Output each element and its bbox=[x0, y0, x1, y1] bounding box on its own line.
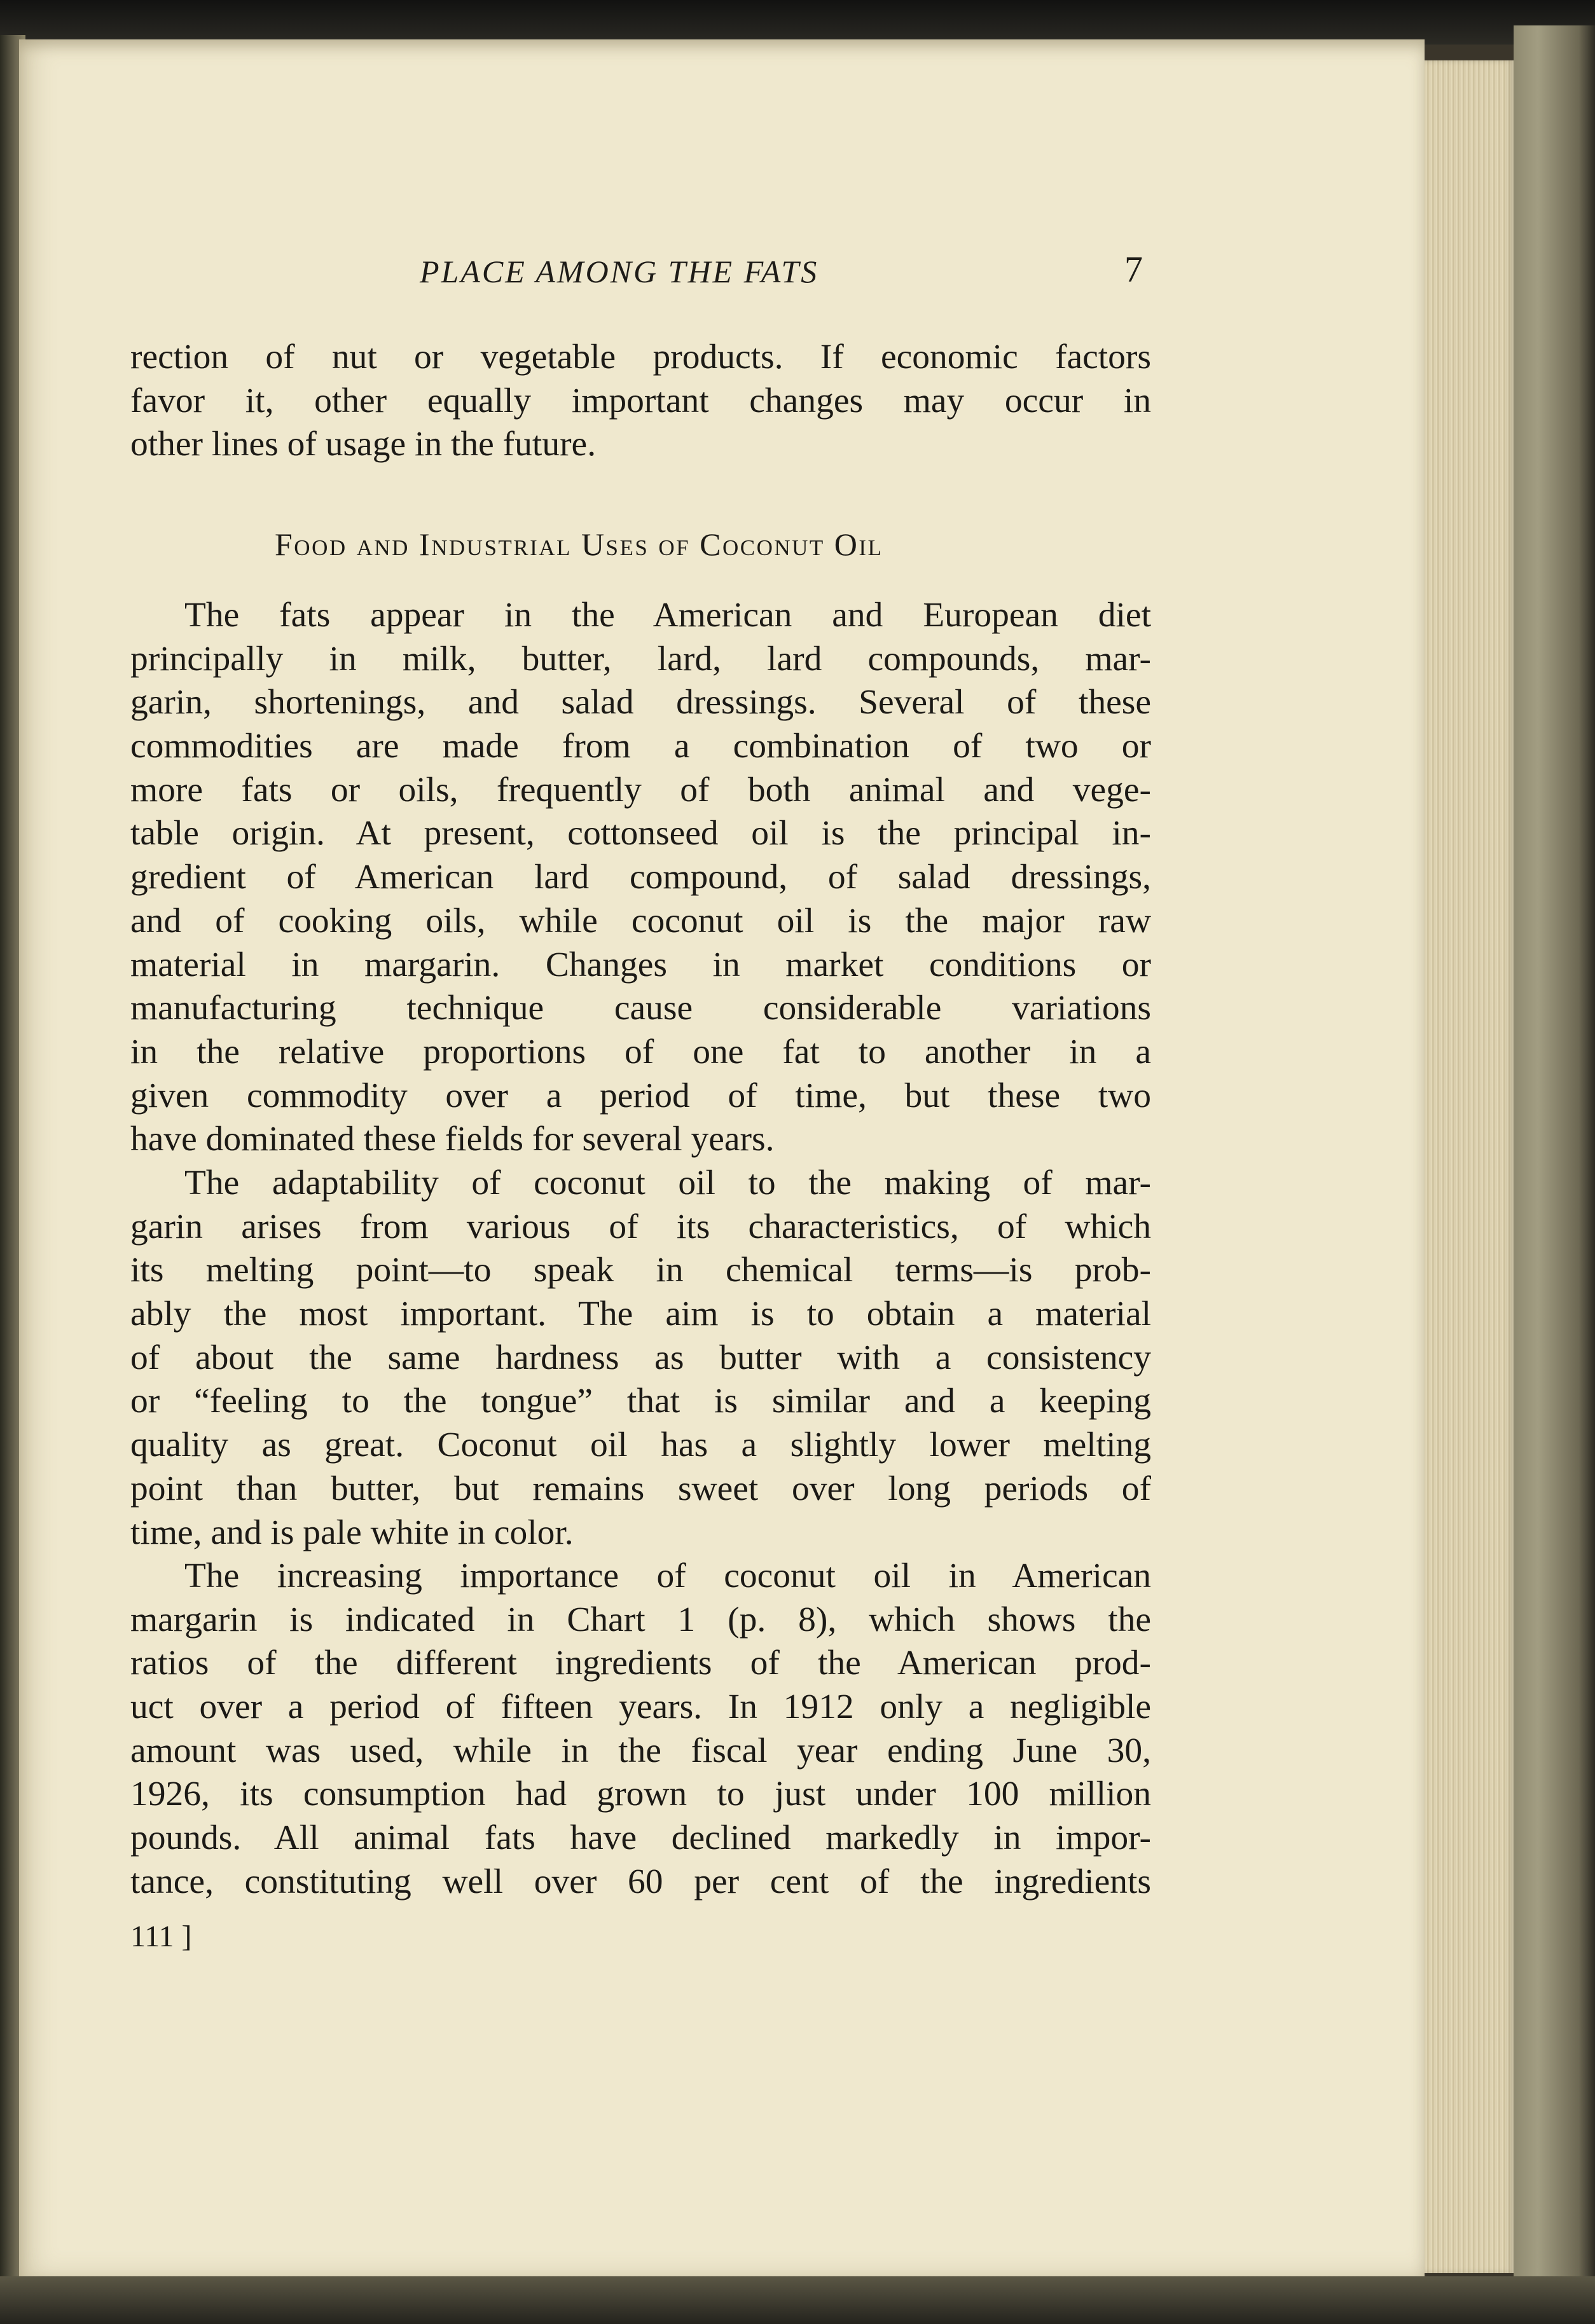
text-line: favor it, other equally important changes may occur in bbox=[130, 381, 1151, 420]
text-line: margarin is indicated in Chart 1 (p. 8), which shows the bbox=[130, 1600, 1151, 1639]
text-line: The increasing importance of coconut oil in American bbox=[184, 1557, 1151, 1595]
page-number: 7 bbox=[1124, 249, 1143, 290]
top-page-edge bbox=[0, 0, 1595, 45]
text-line: table origin. At present, cottonseed oil is the principal in- bbox=[130, 814, 1151, 853]
text-line: of about the same hardness as butter with a consistency bbox=[130, 1338, 1151, 1377]
text-line: The fats appear in the American and European diet bbox=[184, 596, 1151, 635]
text-line: amount was used, while in the fiscal year ending June 30, bbox=[130, 1731, 1151, 1770]
paragraph-3 bbox=[130, 1162, 1151, 1555]
text-line: more fats or oils, frequently of both animal and vege- bbox=[130, 770, 1151, 809]
signature-mark: 111 ] bbox=[130, 1920, 192, 1953]
bottom-page-edge bbox=[0, 2276, 1595, 2324]
text-line: given commodity over a period of time, but these two bbox=[130, 1076, 1151, 1115]
text-line: ratios of the different ingredients of the American prod- bbox=[130, 1644, 1151, 1683]
text-line: The adaptability of coconut oil to the making of mar- bbox=[184, 1164, 1151, 1202]
text-line: time, and is pale white in color. bbox=[130, 1513, 574, 1552]
paragraph-4 bbox=[130, 1555, 1151, 1904]
running-head: PLACE AMONG THE FATS bbox=[420, 254, 819, 289]
text-line: material in margarin. Changes in market conditions or bbox=[130, 945, 1151, 984]
text-line: uct over a period of fifteen years. In 1912 only a negligible bbox=[130, 1688, 1151, 1727]
text-line: rection of nut or vegetable products. If economic factors bbox=[130, 338, 1151, 376]
text-line: garin, shortenings, and salad dressings. Several of these bbox=[130, 683, 1151, 722]
text-line: gredient of American lard compound, of salad dressings, bbox=[130, 858, 1151, 897]
text-line: manufacturing technique cause considerable variations bbox=[130, 989, 1151, 1028]
text-line: principally in milk, butter, lard, lard compounds, mar- bbox=[130, 639, 1151, 678]
page-stack-edge bbox=[1425, 60, 1514, 2273]
text-line: tance, constituting well over 60 per cent of the ingredients bbox=[130, 1862, 1151, 1901]
section-heading: Food and Industrial Uses of Coconut Oil bbox=[275, 526, 883, 562]
text-line: in the relative proportions of one fat to another in a bbox=[130, 1032, 1151, 1071]
text-line: garin arises from various of its characteristics, of which bbox=[130, 1207, 1151, 1246]
text-line: and of cooking oils, while coconut oil is the major raw bbox=[130, 901, 1151, 940]
book-cover-edge bbox=[1514, 25, 1595, 2324]
text-line: have dominated these fields for several years. bbox=[130, 1120, 775, 1159]
text-line: point than butter, but remains sweet over long periods of bbox=[130, 1469, 1151, 1508]
text-line: ably the most important. The aim is to obtain a material bbox=[130, 1295, 1151, 1334]
text-line: other lines of usage in the future. bbox=[130, 425, 597, 464]
text-line: 1926, its consumption had grown to just under 100 million bbox=[130, 1775, 1151, 1814]
text-line: or “feeling to the tongue” that is similar and a keeping bbox=[130, 1382, 1151, 1421]
text-line: quality as great. Coconut oil has a slightly lower melting bbox=[130, 1426, 1151, 1465]
text-line: commodities are made from a combination of two or bbox=[130, 727, 1151, 766]
text-line: pounds. All animal fats have declined markedly in impor- bbox=[130, 1819, 1151, 1858]
text-line: its melting point—to speak in chemical terms—is prob- bbox=[130, 1251, 1151, 1290]
paragraph-2 bbox=[130, 594, 1151, 1162]
paragraph-1 bbox=[130, 336, 1151, 467]
